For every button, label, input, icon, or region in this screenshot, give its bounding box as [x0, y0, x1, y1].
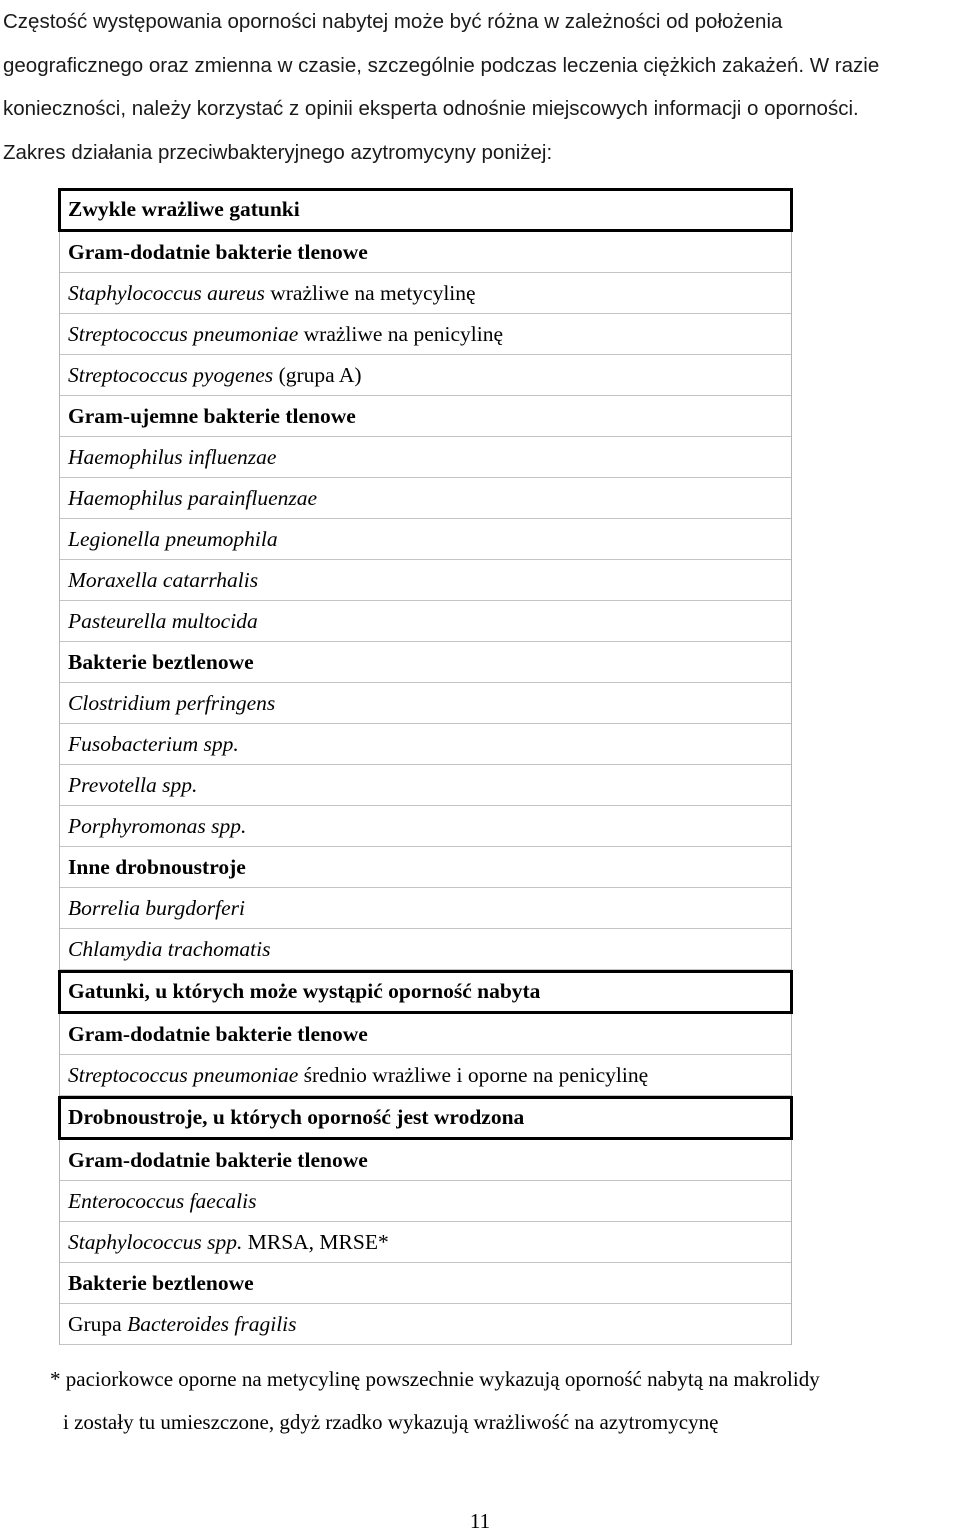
- category-row: Gram-dodatnie bakterie tlenowe: [60, 1140, 791, 1181]
- organism-row: [60, 273, 791, 314]
- organism-note: wrażliwe na metycylinę: [264, 281, 476, 305]
- organism-name: Clostridium perfringens: [68, 691, 276, 715]
- footnote-line-2: i zostały tu umieszczone, gdyż rzadko wykazują wrażliwość na azytromycynę: [63, 1410, 719, 1434]
- organism-row: [60, 601, 791, 642]
- organism-name: Pasteurella multocida: [68, 609, 258, 633]
- organism-note: MRSA, MRSE*: [242, 1230, 389, 1254]
- organism-name: Haemophilus parainfluenzae: [68, 486, 318, 510]
- section-header-row: Gatunki, u których może wystąpić oporność nabyta: [58, 970, 793, 1014]
- organism-row: [60, 1304, 791, 1345]
- organism-row: [60, 683, 791, 724]
- organism-row: [60, 355, 791, 396]
- organism-row: [60, 1181, 791, 1222]
- intro-line: Zakres działania przeciwbakteryjnego azytromycyny poniżej:: [3, 140, 553, 164]
- organism-row: [60, 888, 791, 929]
- footnote-line-1: * paciorkowce oporne na metycylinę powszechnie wykazują oporność nabytą na makrolidy: [50, 1367, 820, 1391]
- organism-name: Streptococcus pneumoniae: [68, 322, 299, 346]
- organism-name: Borrelia burgdorferi: [68, 896, 245, 920]
- organism-note: wrażliwe na penicylinę: [298, 322, 504, 346]
- organism-row: [60, 519, 791, 560]
- organism-row: [60, 478, 791, 519]
- organism-name: Haemophilus influenzae: [68, 445, 277, 469]
- category-row: Gram-ujemne bakterie tlenowe: [60, 396, 791, 437]
- organism-name: Streptococcus pneumoniae: [68, 1063, 299, 1087]
- organism-name: Prevotella spp.: [68, 773, 198, 797]
- organism-name: Staphylococcus aureus: [68, 281, 265, 305]
- organism-row: [60, 806, 791, 847]
- organism-note: (grupa A): [273, 363, 362, 387]
- intro-line: Częstość występowania oporności nabytej może być różna w zależności od położenia: [3, 10, 783, 33]
- footnote: [50, 1358, 820, 1444]
- organism-row: [60, 929, 791, 970]
- antibacterial-spectrum-table: [59, 188, 792, 1345]
- intro-line: geograficznego oraz zmienna w czasie, szczególnie podczas leczenia ciężkich zakażeń. W razie: [3, 53, 880, 77]
- intro-line: konieczności, należy korzystać z opinii eksperta odnośnie miejscowych informacji o oporności.: [3, 97, 859, 120]
- organism-name: Staphylococcus spp.: [68, 1230, 243, 1254]
- organism-row: [60, 437, 791, 478]
- category-row: Bakterie beztlenowe: [60, 642, 791, 683]
- section-header-row: Drobnoustroje, u których oporność jest wrodzona: [58, 1096, 793, 1140]
- organism-row: [60, 765, 791, 806]
- page-number: 11: [469, 1509, 491, 1533]
- organism-row: [60, 724, 791, 765]
- organism-note: średnio wrażliwe i oporne na penicylinę: [298, 1063, 649, 1087]
- category-row: Bakterie beztlenowe: [60, 1263, 791, 1304]
- organism-name: Fusobacterium spp.: [68, 732, 239, 756]
- section-header-row: Zwykle wrażliwe gatunki: [58, 188, 793, 232]
- organism-name: Streptococcus pyogenes: [68, 363, 274, 387]
- category-row: Inne drobnoustroje: [60, 847, 791, 888]
- organism-row: [60, 1055, 791, 1096]
- organism-name: Legionella pneumophila: [68, 527, 278, 551]
- organism-prefix: Grupa: [68, 1312, 128, 1336]
- intro-paragraph: [3, 0, 958, 174]
- organism-row: [60, 314, 791, 355]
- organism-name: Enterococcus faecalis: [68, 1189, 257, 1213]
- organism-name: Chlamydia trachomatis: [68, 937, 271, 961]
- organism-row: [60, 1222, 791, 1263]
- organism-name: Moraxella catarrhalis: [68, 568, 259, 592]
- organism-name: Porphyromonas spp.: [68, 814, 247, 838]
- organism-name: Bacteroides fragilis: [127, 1312, 297, 1336]
- organism-row: [60, 560, 791, 601]
- category-row: Gram-dodatnie bakterie tlenowe: [60, 1014, 791, 1055]
- category-row: Gram-dodatnie bakterie tlenowe: [60, 232, 791, 273]
